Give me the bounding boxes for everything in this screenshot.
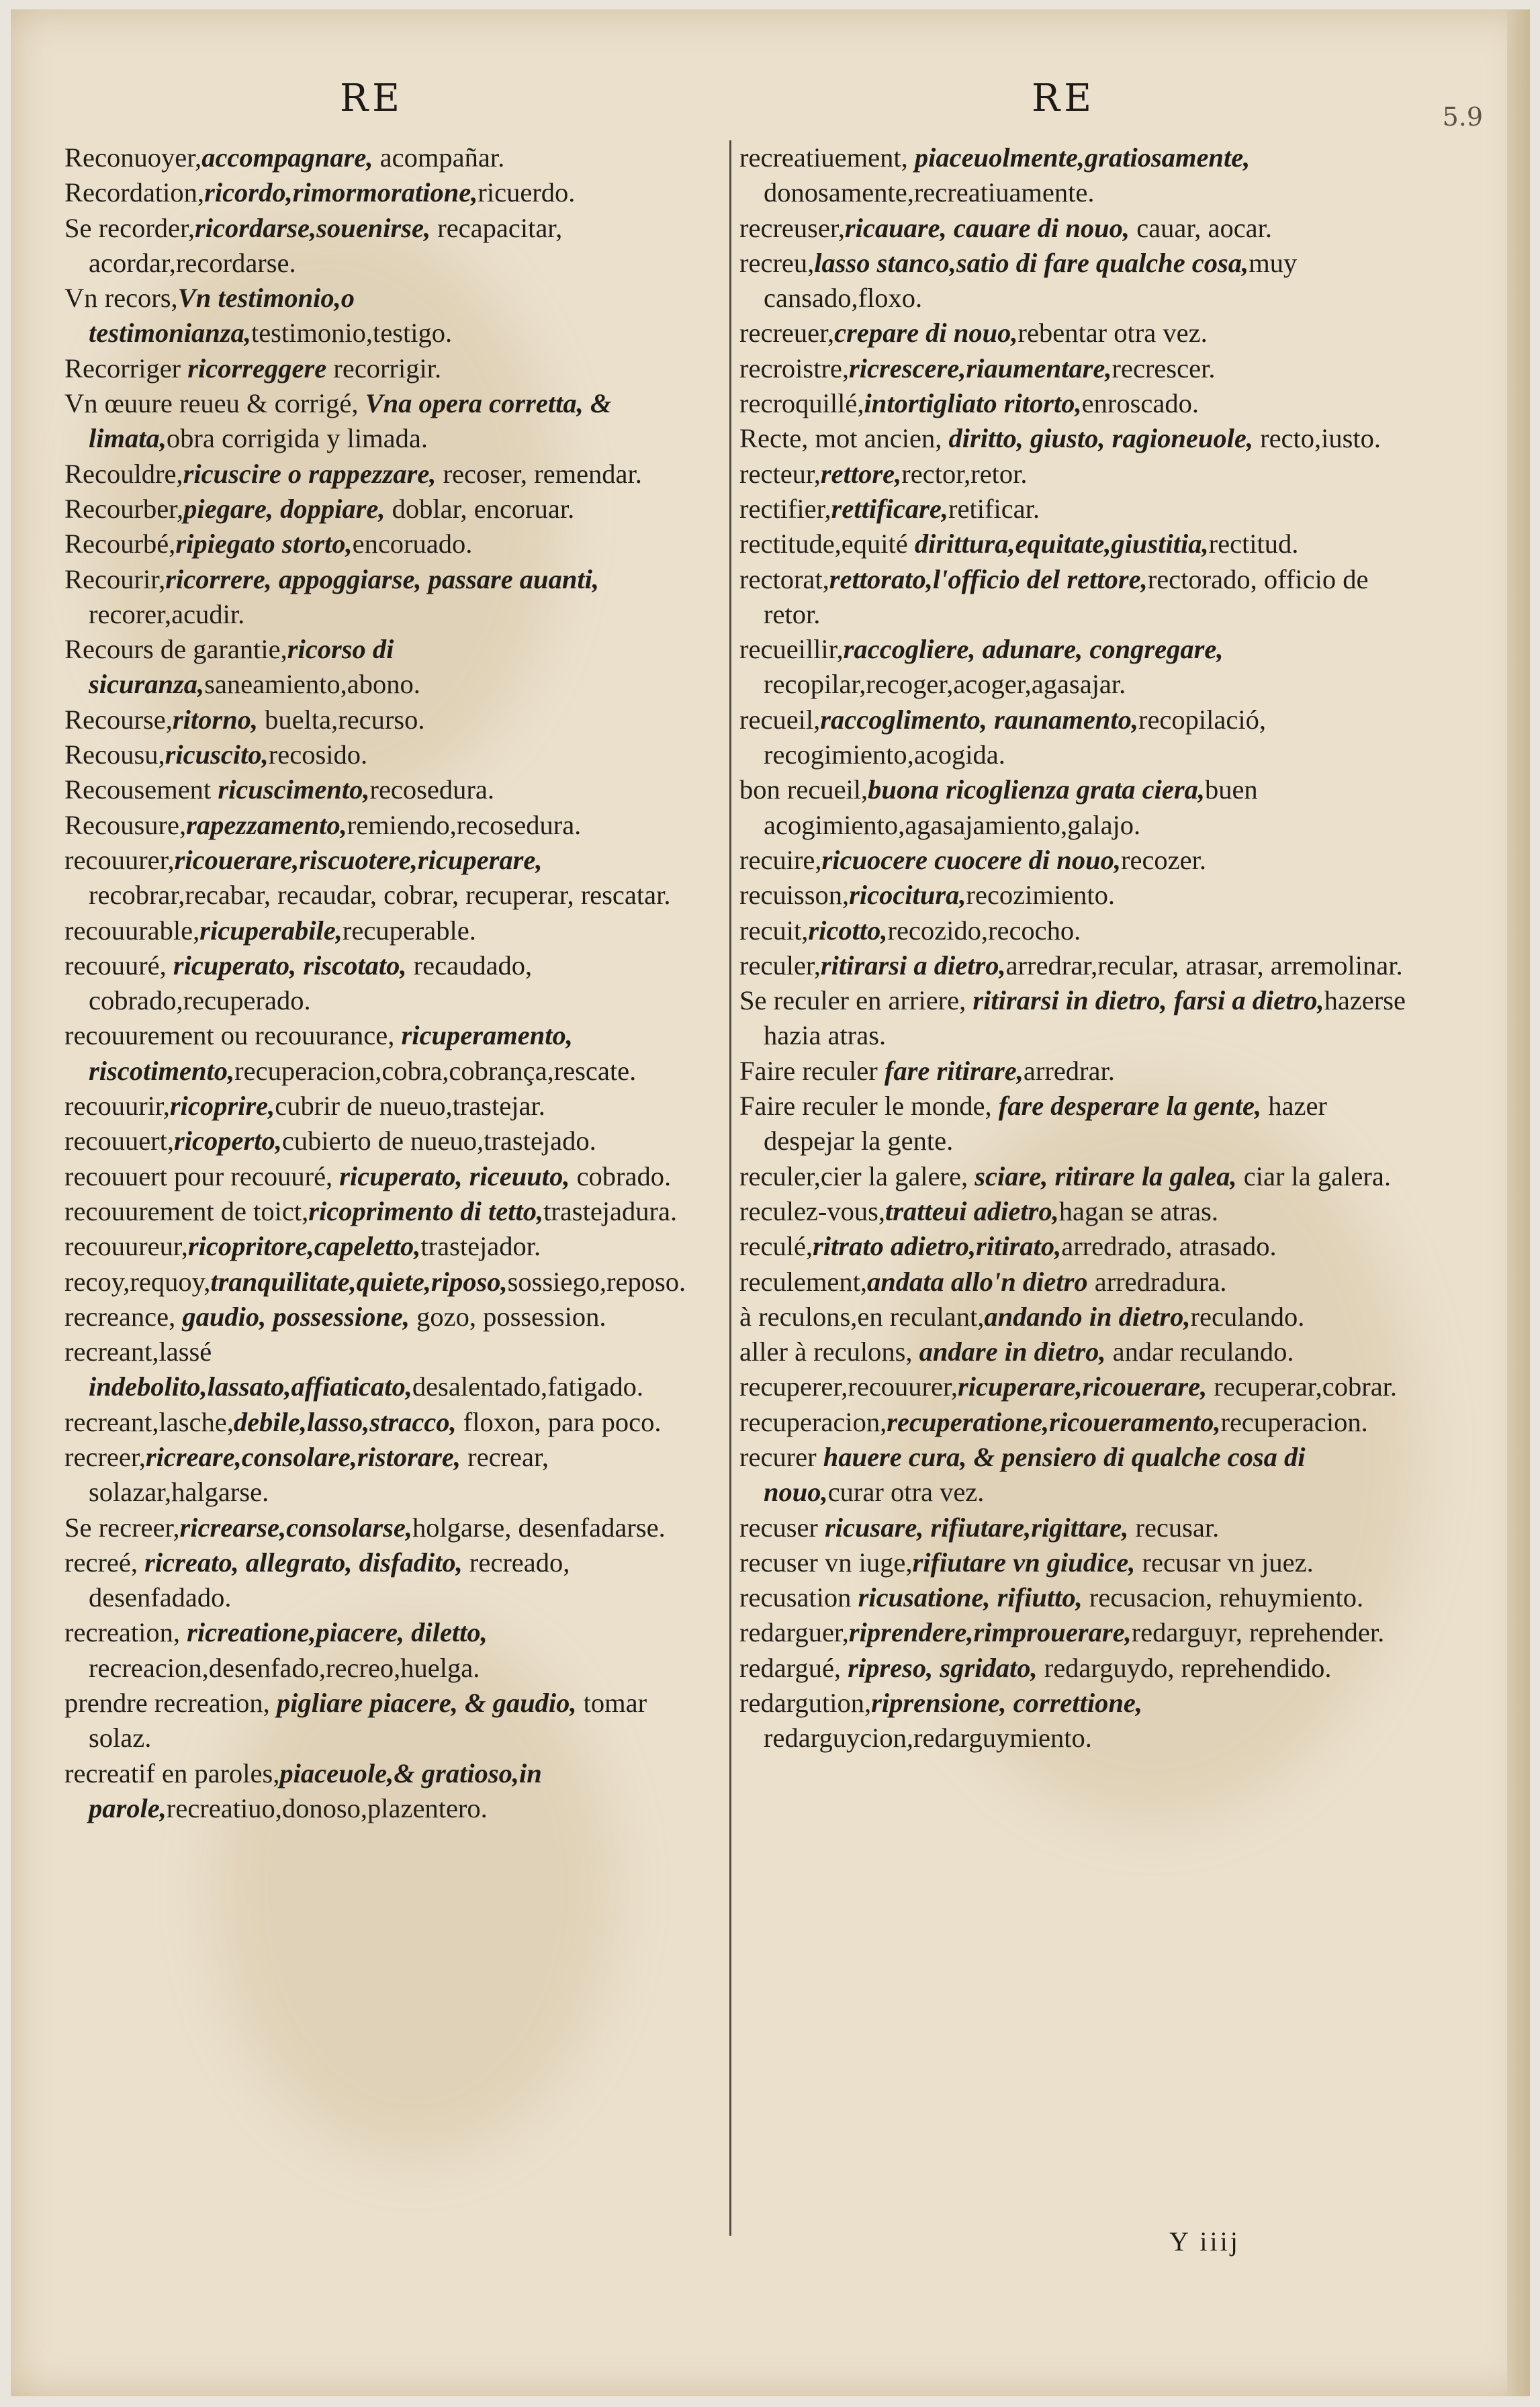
dictionary-entry: [739, 948, 1411, 983]
dictionary-entry: [739, 492, 1411, 527]
french-headword: recusation: [739, 1582, 858, 1613]
dictionary-entry: [739, 1334, 1411, 1369]
french-headword: recouurable,: [64, 915, 200, 946]
italian-gloss: fare desperare la gente,: [998, 1091, 1262, 1122]
spanish-gloss: recuperar,cobrar.: [1207, 1371, 1398, 1402]
spanish-gloss: recoser, remendar.: [436, 458, 642, 489]
italian-gloss: ricreato, allegrato, disfadito,: [144, 1547, 463, 1578]
italian-gloss: ricuperabile,: [199, 915, 343, 946]
running-head-right: RE: [1032, 77, 1096, 120]
french-headword: Recourir,: [64, 563, 166, 594]
spanish-gloss: redarguydo, reprehendido.: [1037, 1652, 1332, 1683]
italian-gloss: rettore,: [820, 458, 902, 489]
french-headword: recouureur,: [64, 1231, 188, 1262]
dictionary-entry: [64, 527, 709, 561]
spanish-gloss: arredradura.: [1087, 1266, 1227, 1297]
italian-gloss: indebolito,lassato,affiaticato,: [89, 1371, 412, 1402]
italian-gloss: andata allo'n dietro: [867, 1266, 1088, 1297]
dictionary-entry: [64, 1159, 709, 1194]
spanish-gloss: arredrado, atrasado.: [1061, 1231, 1277, 1262]
italian-gloss: ricauare, cauare di nouo,: [844, 212, 1130, 243]
dictionary-entry: [739, 1510, 1411, 1545]
french-headword: recuperer,recouurer,: [739, 1371, 958, 1402]
spanish-gloss: doblar, encoruar.: [385, 493, 575, 524]
dictionary-entry: [64, 1545, 709, 1616]
dictionary-entry: [64, 1194, 709, 1229]
italian-gloss: ricoperto,: [174, 1126, 282, 1156]
dictionary-entry: [64, 702, 709, 737]
left-column: [64, 140, 709, 1826]
dictionary-entry: [64, 632, 709, 702]
spanish-gloss: recto,iusto.: [1253, 423, 1382, 454]
dictionary-entry: [64, 948, 709, 1019]
french-headword: recreant,lassé: [64, 1336, 212, 1367]
spanish-gloss: recusar vn juez.: [1135, 1547, 1314, 1578]
italian-gloss: andare in dietro,: [919, 1336, 1106, 1367]
italian-gloss: ricuperato, riceuuto,: [339, 1161, 570, 1191]
french-headword: recreatif en paroles,: [64, 1758, 280, 1788]
dictionary-entry: [64, 772, 709, 807]
running-head-left: RE: [340, 77, 404, 120]
french-headword: recreant,lasche,: [64, 1406, 234, 1437]
spanish-gloss: reculando.: [1190, 1301, 1305, 1332]
french-headword: recreuer,: [739, 318, 835, 349]
right-column: [739, 140, 1411, 1756]
dictionary-entry: [64, 1229, 709, 1264]
italian-gloss: ricrearse,consolarse,: [179, 1512, 412, 1543]
spanish-gloss: recaudado, cobrado,recuperado.: [89, 950, 533, 1016]
french-headword: reculé,: [739, 1231, 813, 1262]
french-headword: recurer: [739, 1441, 823, 1472]
spanish-gloss: trastejadura.: [543, 1195, 678, 1226]
italian-gloss: piaceuole,& gratioso,in parole,: [89, 1758, 542, 1823]
italian-gloss: ricusatione, rifiutto,: [858, 1582, 1083, 1613]
dictionary-entry: [64, 351, 709, 386]
dictionary-entry: [739, 562, 1411, 633]
dictionary-entry: [739, 140, 1411, 211]
spanish-gloss: donosamente,recreatiuamente.: [764, 177, 1095, 208]
column-divider: [729, 140, 731, 2236]
french-headword: Recousu,: [64, 739, 165, 770]
dictionary-entry: [739, 1089, 1411, 1159]
italian-gloss: ricuocere cuocere di nouo,: [821, 844, 1121, 875]
french-headword: reculement,: [739, 1266, 868, 1297]
dictionary-entry: [739, 246, 1411, 316]
spanish-gloss: recreado, desenfadado.: [89, 1547, 570, 1613]
dictionary-entry: [739, 211, 1411, 246]
spanish-gloss: andar reculando.: [1105, 1336, 1294, 1367]
french-headword: recueil,: [739, 704, 821, 735]
italian-gloss: buona ricoglienza grata ciera,: [868, 774, 1205, 805]
french-headword: reculez-vous,: [739, 1195, 886, 1226]
french-headword: recouuert pour recouuré,: [64, 1161, 340, 1191]
spanish-gloss: tomar solaz.: [89, 1688, 647, 1754]
italian-gloss: ricordo,rimormoratione,: [204, 177, 478, 208]
dictionary-entry: [64, 1124, 709, 1159]
dictionary-entry: [64, 175, 709, 210]
french-headword: Recourbé,: [64, 529, 176, 559]
french-headword: Se recorder,: [64, 212, 195, 243]
italian-gloss: ricoprire,: [169, 1091, 275, 1122]
french-headword: Recousement: [64, 774, 218, 805]
italian-gloss: debile,lasso,stracco,: [233, 1406, 457, 1437]
french-headword: rectifier,: [739, 493, 831, 524]
italian-gloss: rapezzamento,: [186, 809, 347, 840]
italian-gloss: piegare, doppiare,: [183, 493, 386, 524]
italian-gloss: fare ritirare,: [884, 1055, 1024, 1086]
french-headword: bon recueil,: [739, 774, 868, 805]
dictionary-entry: [739, 1686, 1411, 1756]
spanish-gloss: recusar.: [1128, 1512, 1220, 1543]
french-headword: Faire reculer: [739, 1055, 885, 1086]
spanish-gloss: remiendo,recosedura.: [347, 809, 582, 840]
italian-gloss: ritirarsi a dietro,: [820, 950, 1006, 981]
dictionary-entry: [739, 1194, 1411, 1229]
italian-gloss: ritorno,: [172, 704, 259, 735]
french-headword: recroquillé,: [739, 388, 864, 419]
italian-gloss: recuperatione,ricoueramento,: [887, 1406, 1221, 1437]
dictionary-entry: [739, 351, 1411, 386]
dictionary-entry: [64, 140, 709, 175]
french-headword: rectitude,equité: [739, 529, 915, 559]
italian-gloss: gaudio, possessione,: [182, 1301, 410, 1332]
french-headword: recreé,: [64, 1547, 145, 1578]
spanish-gloss: floxon, para poco.: [456, 1406, 662, 1437]
dictionary-entry: [64, 1265, 709, 1300]
dictionary-entry: [739, 913, 1411, 948]
french-headword: à reculons,en reculant,: [739, 1301, 985, 1332]
dictionary-entry: [739, 1265, 1411, 1300]
dictionary-entry: [64, 1510, 709, 1545]
dictionary-entry: [64, 808, 709, 843]
french-headword: Recte, mot ancien,: [739, 423, 949, 454]
french-headword: recuperacion,: [739, 1406, 887, 1437]
dictionary-entry: [739, 1300, 1411, 1334]
dictionary-entry: [64, 1615, 709, 1686]
dictionary-entry: [64, 386, 709, 457]
spanish-gloss: recuperable.: [342, 915, 476, 946]
italian-gloss: ricotto,: [808, 915, 888, 946]
dictionary-entry: [64, 1756, 709, 1827]
french-headword: Se reculer en arriere,: [739, 985, 973, 1016]
italian-gloss: rettificare,: [831, 493, 948, 524]
dictionary-entry: [739, 1369, 1411, 1404]
french-headword: recuire,: [739, 844, 822, 875]
french-headword: recueillir,: [739, 634, 844, 665]
italian-gloss: ricreare,consolare,ristorare,: [145, 1441, 461, 1472]
dictionary-entry: [64, 281, 709, 351]
french-headword: reculer,: [739, 950, 821, 981]
italian-gloss: ricuperato, riscotato,: [173, 950, 407, 981]
italian-gloss: piaceuolmente,gratiosamente,: [914, 142, 1251, 173]
italian-gloss: ricoprimento di tetto,: [308, 1195, 544, 1226]
spanish-gloss: ciar la galera.: [1236, 1161, 1391, 1191]
spanish-gloss: arredrar.: [1023, 1055, 1115, 1086]
spanish-gloss: recreacion,desenfado,recreo,huelga.: [89, 1652, 480, 1683]
spanish-gloss: recobrar,recabar, recaudar, cobrar, recuperar, rescatar.: [89, 880, 671, 911]
spanish-gloss: recrear, solazar,halgarse.: [89, 1441, 549, 1508]
dictionary-entry: [64, 211, 709, 281]
spanish-gloss: recapacitar, acordar,recordarse.: [89, 212, 563, 278]
french-headword: Recorriger: [64, 353, 188, 383]
italian-gloss: ritrato adietro,ritirato,: [813, 1231, 1062, 1262]
italian-gloss: ricreatione,piacere, diletto,: [187, 1617, 488, 1648]
italian-gloss: ricopritore,capeletto,: [187, 1231, 421, 1262]
french-headword: aller à reculons,: [739, 1336, 919, 1367]
page-edge: [1507, 9, 1530, 2396]
french-headword: recuisson,: [739, 880, 850, 911]
french-headword: Recouldre,: [64, 458, 183, 489]
french-headword: recteur,: [739, 458, 821, 489]
dictionary-entry: [739, 1159, 1411, 1194]
italian-gloss: rifiutare vn giudice,: [912, 1547, 1136, 1578]
spanish-gloss: holgarse, desenfadarse.: [412, 1512, 666, 1543]
dictionary-entry: [64, 1089, 709, 1124]
french-headword: Recours de garantie,: [64, 634, 287, 665]
french-headword: Vn recors,: [64, 283, 178, 314]
spanish-gloss: obra corrigida y limada.: [166, 423, 428, 454]
italian-gloss: ricorrere, appoggiarse, passare auanti,: [165, 563, 599, 594]
dictionary-entry: [64, 562, 709, 633]
italian-gloss: dirittura,equitate,giustitia,: [914, 529, 1209, 559]
spanish-gloss: desalentado,fatigado.: [412, 1371, 644, 1402]
spanish-gloss: acompañar.: [373, 142, 505, 173]
french-headword: recouuert,: [64, 1126, 175, 1156]
french-headword: recreer,: [64, 1441, 146, 1472]
italian-gloss: riprensione, correttione,: [871, 1688, 1142, 1719]
spanish-gloss: gozo, possession.: [410, 1301, 606, 1332]
french-headword: Reconuoyer,: [64, 142, 202, 173]
dictionary-entry: [739, 983, 1411, 1054]
italian-gloss: tratteui adietro,: [885, 1195, 1059, 1226]
spanish-gloss: recorer,acudir.: [89, 598, 245, 629]
french-headword: prendre recreation,: [64, 1688, 277, 1719]
french-headword: Recordation,: [64, 177, 205, 208]
spanish-gloss: recreatiuo,donoso,plazentero.: [166, 1792, 488, 1823]
spanish-gloss: sossiego,reposo.: [507, 1266, 686, 1297]
dictionary-entry: [739, 702, 1411, 773]
italian-gloss: ricuscito,: [165, 739, 269, 770]
dictionary-entry: [64, 737, 709, 772]
italian-gloss: andando in dietro,: [984, 1301, 1191, 1332]
italian-gloss: ricuscire o rappezzare,: [183, 458, 437, 489]
spanish-gloss: hazer despejar la gente.: [764, 1091, 1327, 1156]
page-number: 5.9: [1442, 102, 1483, 132]
dictionary-entry: [739, 386, 1411, 421]
dictionary-entry: [64, 913, 709, 948]
spanish-gloss: recosedura.: [369, 774, 494, 805]
french-headword: recouurement ou recouurance,: [64, 1020, 402, 1051]
italian-gloss: hauere cura, & pensiero di qualche cosa di nouo,: [764, 1441, 1306, 1508]
dictionary-entry: [739, 1054, 1411, 1089]
dictionary-entry: [739, 1580, 1411, 1615]
french-headword: Faire reculer le monde,: [739, 1091, 999, 1122]
spanish-gloss: ricuerdo.: [478, 177, 576, 208]
italian-gloss: Vna opera corretta, & limata,: [89, 388, 612, 454]
spanish-gloss: cubrir de nueuo,trastejar.: [275, 1091, 545, 1122]
italian-gloss: raccogliere, adunare, congregare,: [843, 634, 1224, 665]
italian-gloss: Vn testimonio,o testimonianza,: [89, 283, 355, 349]
dictionary-entry: [739, 527, 1411, 561]
italian-gloss: ripiegato storto,: [175, 529, 353, 559]
spanish-gloss: rector,retor.: [901, 458, 1028, 489]
french-headword: rectorat,: [739, 563, 829, 594]
spanish-gloss: recuperacion.: [1220, 1406, 1368, 1437]
dictionary-entry: [739, 1545, 1411, 1580]
dictionary-entry: [739, 878, 1411, 913]
french-headword: recuser: [739, 1512, 825, 1543]
spanish-gloss: redarguyr, reprehender.: [1131, 1617, 1385, 1648]
spanish-gloss: recozimiento.: [966, 880, 1116, 911]
french-headword: recoy,requoy,: [64, 1266, 211, 1297]
italian-gloss: sciare, ritirare la galea,: [975, 1161, 1237, 1191]
spanish-gloss: curar otra vez.: [827, 1477, 985, 1508]
dictionary-entry: [739, 457, 1411, 492]
spanish-gloss: saneamiento,abono.: [204, 669, 420, 700]
italian-gloss: crepare di nouo,: [834, 318, 1018, 349]
french-headword: reculer,cier la galere,: [739, 1161, 975, 1191]
dictionary-entry: [739, 1615, 1411, 1650]
dictionary-entry: [64, 492, 709, 527]
spanish-gloss: redarguycion,redarguymiento.: [764, 1723, 1092, 1754]
french-headword: recouurir,: [64, 1091, 170, 1122]
spanish-gloss: buelta,recurso.: [258, 704, 425, 735]
italian-gloss: ricouerare,riscuotere,ricuperare,: [174, 844, 543, 875]
italian-gloss: ricuscimento,: [218, 774, 370, 805]
italian-gloss: ritirarsi in dietro, farsi a dietro,: [972, 985, 1324, 1016]
spanish-gloss: arredrar,recular, atrasar, arremolinar.: [1005, 950, 1403, 981]
dictionary-entry: [739, 632, 1411, 702]
french-headword: recroistre,: [739, 353, 850, 383]
french-headword: recouurer,: [64, 844, 175, 875]
spanish-gloss: recuperacion,cobra,cobrança,rescate.: [234, 1055, 637, 1086]
french-headword: recreance,: [64, 1301, 183, 1332]
french-headword: recreuser,: [739, 212, 845, 243]
dictionary-entry: [64, 1334, 709, 1405]
italian-gloss: raccoglimento, raunamento,: [820, 704, 1138, 735]
french-headword: Recousure,: [64, 809, 187, 840]
italian-gloss: ricuperare,ricouerare,: [958, 1371, 1208, 1402]
dictionary-page: [11, 9, 1530, 2396]
italian-gloss: rettorato,l'officio del rettore,: [829, 563, 1148, 594]
dictionary-entry: [739, 843, 1411, 878]
spanish-gloss: rectitud.: [1208, 529, 1299, 559]
italian-gloss: ripreso, sgridato,: [848, 1652, 1038, 1683]
dictionary-entry: [64, 1440, 709, 1510]
spanish-gloss: recopilació, recogimiento,acogida.: [764, 704, 1266, 770]
italian-gloss: ricrescere,riaumentare,: [849, 353, 1112, 383]
dictionary-entry: [64, 843, 709, 913]
italian-gloss: accompagnare,: [201, 142, 373, 173]
spanish-gloss: recozer.: [1120, 844, 1207, 875]
italian-gloss: intortigliato ritorto,: [864, 388, 1082, 419]
spanish-gloss: hazerse hazia atras.: [764, 985, 1406, 1051]
italian-gloss: diritto, giusto, ragioneuole,: [948, 423, 1253, 454]
italian-gloss: ricuperamento, riscotimento,: [89, 1020, 573, 1086]
french-headword: recuit,: [739, 915, 809, 946]
spanish-gloss: encoruado.: [352, 529, 473, 559]
dictionary-entry: [64, 1018, 709, 1089]
french-headword: recuser vn iuge,: [739, 1547, 913, 1578]
spanish-gloss: muy cansado,floxo.: [764, 247, 1298, 314]
italian-gloss: pigliare piacere, & gaudio,: [276, 1688, 577, 1719]
french-headword: Recourse,: [64, 704, 173, 735]
italian-gloss: tranquilitate,quiete,riposo,: [210, 1266, 508, 1297]
dictionary-entry: [739, 772, 1411, 843]
dictionary-entry: [64, 457, 709, 492]
dictionary-entry: [64, 1686, 709, 1756]
spanish-gloss: enroscado.: [1081, 388, 1199, 419]
dictionary-entry: [739, 1440, 1411, 1510]
french-headword: Se recreer,: [64, 1512, 180, 1543]
italian-gloss: ricorreggere: [187, 353, 327, 383]
spanish-gloss: buen acogimiento,agasajamiento,galajo.: [764, 774, 1258, 840]
italian-gloss: ricorso di sicuranza,: [89, 634, 394, 700]
french-headword: recreu,: [739, 247, 815, 278]
spanish-gloss: rebentar otra vez.: [1017, 318, 1208, 349]
french-headword: recreatiuement,: [739, 142, 915, 173]
dictionary-entry: [64, 1405, 709, 1440]
spanish-gloss: recusacion, rehuymiento.: [1082, 1582, 1364, 1613]
italian-gloss: ricocitura,: [849, 880, 966, 911]
french-headword: redarguer,: [739, 1617, 849, 1648]
spanish-gloss: rectorado, officio de retor.: [764, 563, 1369, 629]
spanish-gloss: recozido,recocho.: [887, 915, 1081, 946]
spanish-gloss: hagan se atras.: [1058, 1195, 1219, 1226]
italian-gloss: ricordarse,souenirse,: [195, 212, 431, 243]
spanish-gloss: recorrigir.: [326, 353, 442, 383]
french-headword: redargué,: [739, 1652, 848, 1683]
dictionary-entry: [64, 1300, 709, 1334]
spanish-gloss: recosido.: [268, 739, 368, 770]
french-headword: recreation,: [64, 1617, 187, 1648]
signature-mark: Y iiij: [1169, 2226, 1240, 2257]
french-headword: redargution,: [739, 1688, 872, 1719]
dictionary-entry: [739, 1651, 1411, 1686]
french-headword: recouuré,: [64, 950, 173, 981]
italian-gloss: lasso stanco,satio di fare qualche cosa,: [814, 247, 1249, 278]
dictionary-entry: [739, 316, 1411, 351]
french-headword: Vn œuure reueu & corrigé,: [64, 388, 365, 419]
spanish-gloss: testimonio,testigo.: [251, 318, 453, 349]
spanish-gloss: recopilar,recoger,acoger,agasajar.: [764, 669, 1126, 700]
spanish-gloss: trastejador.: [420, 1231, 541, 1262]
dictionary-entry: [739, 1229, 1411, 1264]
spanish-gloss: retificar.: [948, 493, 1040, 524]
spanish-gloss: cobrado.: [570, 1161, 672, 1191]
dictionary-entry: [739, 421, 1411, 456]
italian-gloss: ricusare, rifiutare,rigittare,: [825, 1512, 1129, 1543]
spanish-gloss: recrescer.: [1112, 353, 1216, 383]
italian-gloss: riprendere,rimprouerare,: [848, 1617, 1132, 1648]
spanish-gloss: cubierto de nueuo,trastejado.: [281, 1126, 596, 1156]
french-headword: recouurement de toict,: [64, 1195, 309, 1226]
dictionary-entry: [739, 1405, 1411, 1440]
spanish-gloss: cauar, aocar.: [1130, 212, 1273, 243]
french-headword: Recourber,: [64, 493, 184, 524]
